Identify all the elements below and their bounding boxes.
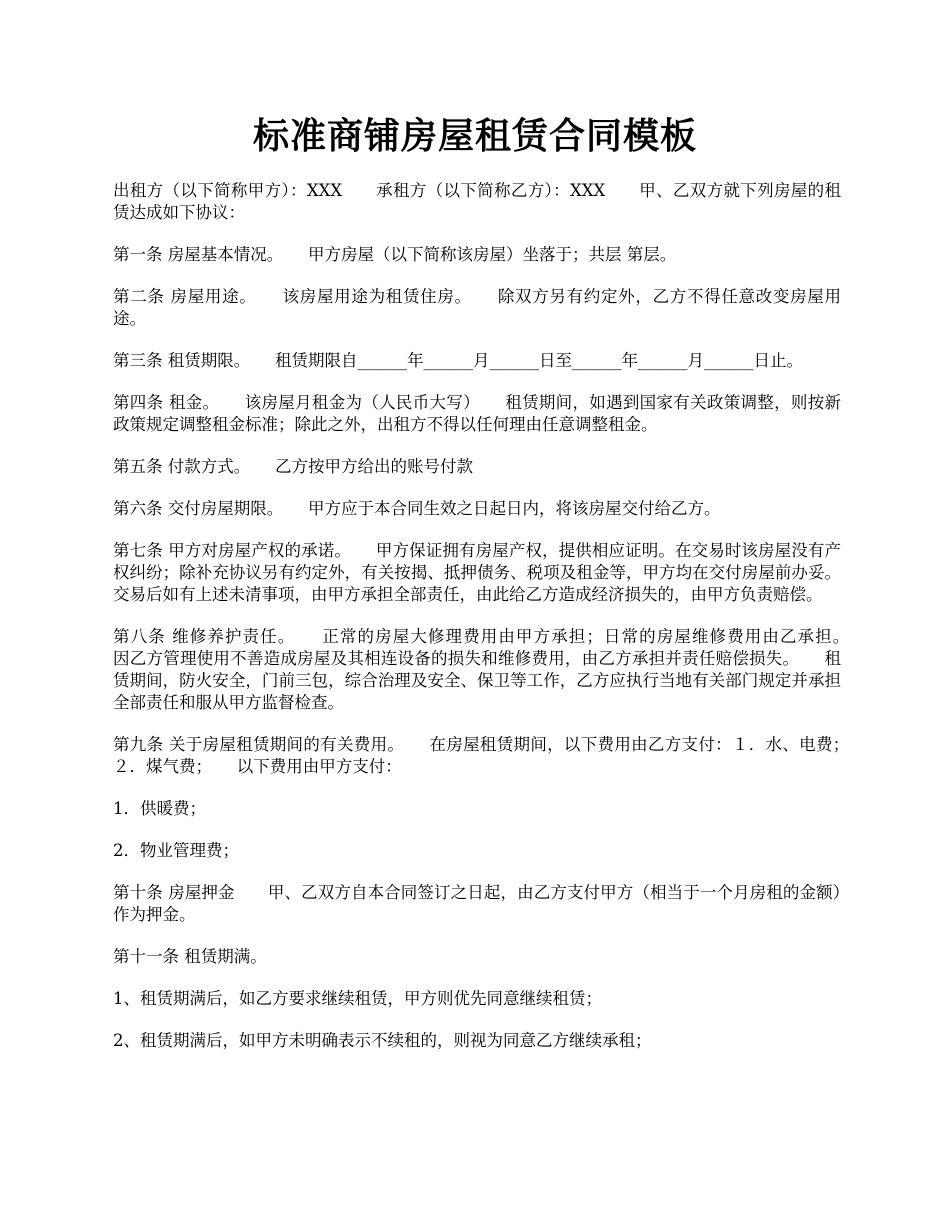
paragraph-article-6: 第六条 交付房屋期限。 甲方应于本合同生效之日起日内，将该房屋交付给乙方。 (113, 499, 721, 518)
paragraph-article-11-item-1: 1、租赁期满后，如乙方要求继续租赁，甲方则优先同意继续租赁； (113, 989, 602, 1008)
paragraph-article-9: 第九条 关于房屋租赁期间的有关费用。 在房屋租赁期间，以下费用由乙方支付：１．水、电费； ２．煤气费； 以下费用由甲方支付： (113, 735, 874, 776)
paragraph-article-11: 第十一条 租赁期满。 (113, 947, 267, 966)
paragraph-article-2: 第二条 房屋用途。 该房屋用途为租赁住房。 除双方另有约定外，乙方不得任意改变房屋用途。 (113, 287, 841, 328)
paragraph-article-7: 第七条 甲方对房屋产权的承诺。 甲方保证拥有房屋产权，提供相应证明。在交易时该房屋没有产权纠纷；除补充协议另有约定外，有关按揭、抵押债务、税项及租金等，甲方均在交付房屋前办妥。交易后如有上述未清事项，由甲方承担全部责任，由此给乙方造成经济损失的，由甲方负责赔偿。 (113, 541, 841, 604)
paragraph-article-5: 第五条 付款方式。 乙方按甲方给出的账号付款 (113, 457, 473, 476)
paragraph-article-3: 第三条 租赁期限。 租赁期限自______年______月______日至______年______月______日止。 (113, 351, 803, 370)
document-title: 标准商铺房屋租赁合同模板 (252, 115, 697, 157)
document-body (113, 180, 874, 1072)
paragraph-parties: 出租方（以下简称甲方）：XXX 承租方（以下简称乙方）：XXX 甲、乙双方就下列房屋的租赁达成如下协议： (113, 181, 841, 222)
paragraph-article-8: 第八条 维修养护责任。 正常的房屋大修理费用由甲方承担；日常的房屋维修费用由乙承担。 因乙方管理使用不善造成房屋及其相连设备的损失和维修费用，由乙方承担并责任赔偿损失。 租赁期间，防火安全，门前三包，综合治理及安全、保卫等工作，乙方应执行当地有关部门规定并承担全部责任和服从甲方监督检查。 (113, 627, 874, 712)
paragraph-item-heating: 1．供暖费； (113, 799, 206, 818)
paragraph-article-1: 第一条 房屋基本情况。 甲方房屋（以下简称该房屋）坐落于；共层 第层。 (113, 245, 677, 264)
paragraph-item-property-fee: 2．物业管理费； (113, 841, 239, 860)
paragraph-article-4: 第四条 租金。 该房屋月租金为（人民币大写） 租赁期间，如遇到国家有关政策调整，则按新政策规定调整租金标准；除此之外，出租方不得以任何理由任意调整租金。 (113, 393, 841, 434)
paragraph-article-11-item-2: 2、租赁期满后，如甲方未明确表示不续租的，则视为同意乙方继续承租； (113, 1031, 652, 1050)
paragraph-article-10: 第十条 房屋押金 甲、乙双方自本合同签订之日起，由乙方支付甲方（相当于一个月房租的金额）作为押金。 (113, 883, 841, 924)
